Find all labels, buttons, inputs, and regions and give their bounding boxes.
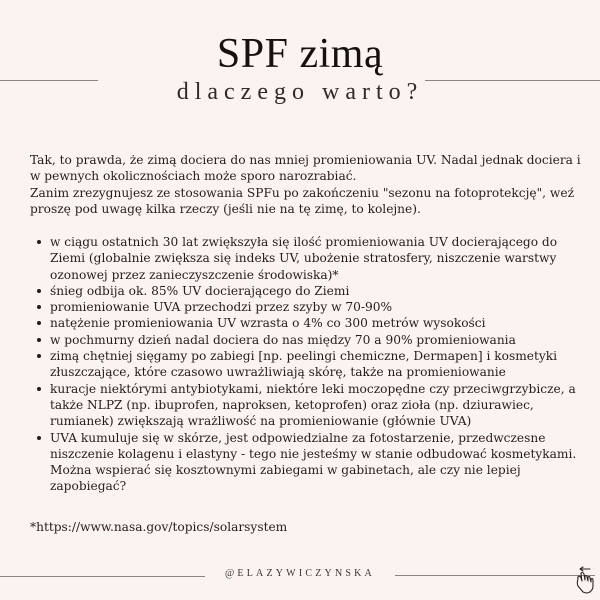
list-item: promieniowanie UVA przechodzi przez szyby w 70-90% bbox=[28, 299, 590, 315]
list-item: UVA kumuluje się w skórze, jest odpowiedzialne za fotostarzenie, przedwczesne niszczenie kolagenu i elastyny - tego nie jesteśmy w stanie odbudować kosmetykami. Można wspierać się kosztownymi zabiegami w gabinetach, ale czy nie lepiej zapobiegać? bbox=[28, 430, 590, 495]
list-item: śnieg odbija ok. 85% UV docierającego do Ziemi bbox=[28, 283, 590, 299]
intro-text bbox=[30, 152, 590, 217]
intro-paragraph-1: Tak, to prawda, że zimą dociera do nas mniej promieniowania UV. Nadal jednak dociera i w pewnych okolicznościach może sporo narozrabiać. bbox=[30, 153, 581, 184]
page-title: SPF zimą bbox=[216, 31, 384, 77]
list-item: w ciągu ostatnich 30 lat zwiększyła się ilość promieniowania UV docierającego do Ziemi (globalnie zwiększa się indeks UV, ubożenie stratosfery, niszczenie warstwy ozonowej przez zanieczyszczenie środowiska)* bbox=[28, 234, 590, 283]
list-item: w pochmurny dzień nadal dociera do nas między 70 a 90% promieniowania bbox=[28, 332, 590, 348]
bullet-icon bbox=[37, 338, 41, 342]
divider-bottom-right bbox=[395, 575, 595, 576]
author-handle: @ELAZYWICZYNSKA bbox=[225, 568, 375, 579]
bullet-icon bbox=[37, 305, 41, 309]
swipe-hand-icon bbox=[574, 566, 598, 596]
list-item: kuracje niektórymi antybiotykami, niektóre leki moczopędne czy przeciwgrzybicze, a także NLPZ (np. ibuprofen, naproksen, ketoprofen) oraz zioła (np. dziurawiec, rumianek) zwiększają wrażliwość na promieniowanie (głównie UVA) bbox=[28, 381, 590, 430]
source-footnote: *https://www.nasa.gov/topics/solarsystem bbox=[30, 520, 288, 534]
bullet-icon bbox=[37, 354, 41, 358]
intro-paragraph-2: Zanim zrezygnujesz ze stosowania SPFu po zakończeniu "sezonu na fotoprotekcję", weź proszę pod uwagę kilka rzeczy (jeśli nie na tę zimę, to kolejne). bbox=[30, 185, 574, 216]
bullet-icon bbox=[37, 387, 41, 391]
bullet-icon bbox=[37, 436, 41, 440]
page-subtitle: dlaczego warto? bbox=[176, 79, 424, 105]
facts-list bbox=[28, 234, 590, 495]
list-item: zimą chętniej sięgamy po zabiegi [np. peelingi chemiczne, Dermapen] i kosmetyki złuszczające, które czasowo uwrażliwiają skórę, także na promieniowanie bbox=[28, 348, 590, 381]
bullet-icon bbox=[37, 321, 41, 325]
bullet-icon bbox=[37, 240, 41, 244]
list-item: natężenie promieniowania UV wzrasta o 4% co 300 metrów wysokości bbox=[28, 315, 590, 331]
bullet-icon bbox=[37, 289, 41, 293]
